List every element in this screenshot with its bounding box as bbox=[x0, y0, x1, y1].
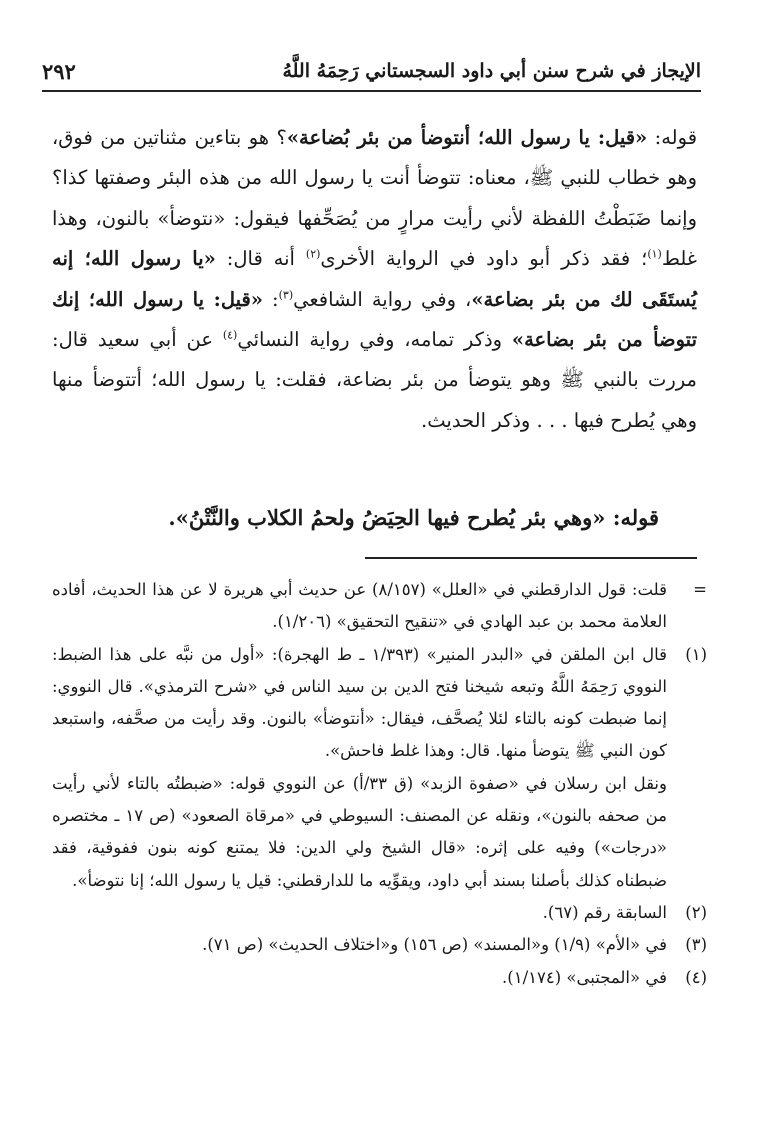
text-run: قوله: bbox=[647, 126, 698, 149]
footnote-marker: (٤) bbox=[685, 967, 707, 987]
text-run: أنه قال: bbox=[215, 247, 306, 271]
bold-quote: «قيل: يا رسول الله؛ أنتوضأ من بئر بُضاعة» bbox=[286, 126, 648, 149]
heading-lead: قوله: bbox=[605, 505, 659, 530]
footnote-3 bbox=[52, 929, 707, 961]
footnote-text: قال ابن الملقن في «البدر المنير» (١/٣٩٣ ـ ط الهجرة): «أول من نبَّه على هذا الضبط: النووي رَحِمَهُ اللَّهُ وتبعه شيخنا فتح الدين بن سيد الناس في «شرح الترمذي». قال النووي: إنما ضبطت كونه بالتاء لئلا يُصحَّف، فيقال: «أنتوضأ» بالنون. وقد رأيت من صحَّفه، واستبعد كون النبي ﷺ يتوضأ منها. قال: وهذا غلط فاحش». bbox=[52, 644, 667, 761]
footnote-1 bbox=[52, 639, 707, 768]
footnote-1-continuation: ونقل ابن رسلان في «صفوة الزبد» (ق ٣٣/أ) عن النووي قوله: «ضبطتُه بالتاء لأني رأيت من صحفه بالنون»، ونقله عن المصنف: السيوطي في «مرقاة الصعود» (ص ١٧ ـ مختصره «درجات») وفيه على إثره: «قال الشيخ ولي الدين: فلا يمتنع كونه بنون ففوقية، فقد ضبطناه كذلك بأصلنا بسند أبي داود، ويقوِّيه ما للدارقطني: قيل يا رسول الله؛ إنا نتوضأ». bbox=[52, 773, 667, 890]
running-header bbox=[42, 52, 701, 92]
heading-quote: «وهي بئر يُطرح فيها الحِيَضُ ولحمُ الكلاب والنَّتْنُ». bbox=[168, 505, 606, 530]
footnote-marker: (٣) bbox=[685, 935, 707, 955]
bold-quote: «قيل: يا رسول الله؛ إنك تتوضأ من بئر بضاعة» bbox=[52, 287, 697, 352]
text-run: ؟ هو بتاءين مثناتين من فوق، وهو خطاب للنبي ﷺ، معناه: تتوضأ أنت يا رسول الله من هذه البئر وصفتها كذا؟ وإنما ضَبَطْتُ اللفظة لأني رأيت مرارٍ من يُصَحِّفها فيقول: «نتوضأ» بالنون، وهذا غلط bbox=[52, 126, 697, 271]
text-run: ، وفي رواية الشافعي bbox=[293, 287, 472, 311]
footnote-2 bbox=[52, 897, 707, 929]
bold-quote: «يا رسول الله؛ إنه يُستَقَى لك من بئر بضاعة» bbox=[52, 247, 697, 311]
footnote-continued bbox=[52, 574, 707, 639]
footnote-ref-4[interactable]: (٤) bbox=[222, 328, 238, 342]
footnote-text: في «المجتبى» (١/١٧٤). bbox=[502, 967, 667, 987]
footnote-marker: (٢) bbox=[685, 902, 707, 922]
footnote-divider bbox=[365, 557, 697, 559]
text-run: ؛ فقد ذكر أبو داود في الرواية الأخرى bbox=[320, 247, 648, 271]
footnote-4 bbox=[52, 962, 707, 994]
footnote-text: في «الأم» (١/٩) و«المسند» (ص ١٥٦) و«اختلاف الحديث» (ص ٧١). bbox=[202, 935, 667, 955]
footnote-ref-1[interactable]: (١) bbox=[647, 247, 662, 261]
footnote-ref-3[interactable]: (٣) bbox=[278, 288, 294, 302]
footnote-marker: (١) bbox=[685, 644, 707, 664]
main-text bbox=[52, 118, 697, 441]
header-title: الإيجاز في شرح سنن أبي داود السجستاني رَحِمَهُ اللَّهُ bbox=[282, 60, 701, 82]
paragraph-1 bbox=[52, 118, 697, 441]
footnote-marker: = bbox=[693, 580, 707, 599]
text-run: وذكر تمامه، وفي رواية النسائي bbox=[237, 328, 512, 352]
page-number: ٢٩٢ bbox=[42, 58, 76, 84]
text-run: : bbox=[263, 287, 279, 311]
footnotes bbox=[52, 574, 707, 994]
text-run: عن أبي سعيد قال: مررت بالنبي ﷺ وهو يتوضأ من بئر بضاعة، فقلت: يا رسول الله؛ أتتوضأ منها وهي يُطرح فيها . . . وذكر الحديث. bbox=[52, 328, 697, 432]
footnote-ref-2[interactable]: (٢) bbox=[305, 247, 321, 261]
hadith-heading bbox=[52, 500, 659, 536]
footnote-text: السابقة رقم (٦٧). bbox=[542, 902, 667, 922]
footnote-text: قلت: قول الدارقطني في «العلل» (٨/١٥٧) عن حديث أبي هريرة لا عن هذا الحديث، أفاده العلامة محمد بن عبد الهادي في «تنقيح التحقيق» (١/٢٠٦). bbox=[52, 580, 667, 632]
